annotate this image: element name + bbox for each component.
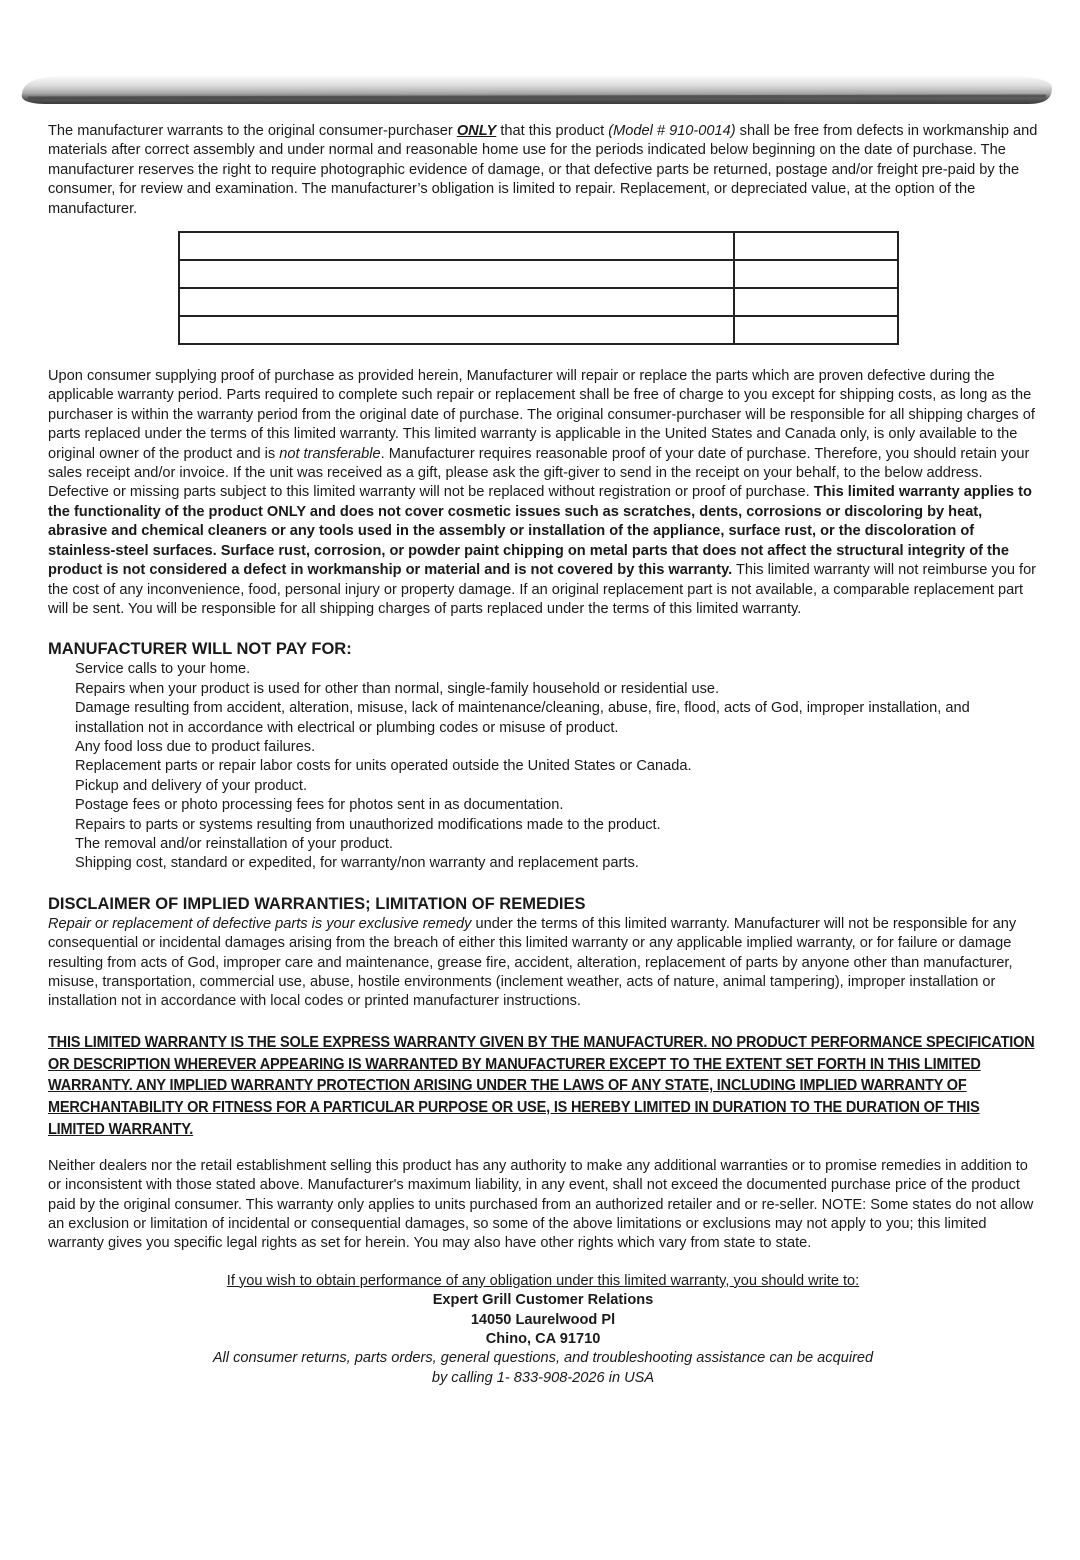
contact-city: Chino, CA 91710 [485, 1331, 601, 1348]
table-cell-period [734, 288, 898, 316]
list-item: Shipping cost, standard or expedited, for warranty/non warranty and replacement parts. [75, 855, 639, 872]
intro-text-3: shall be free from defects in workmanship and materials after correct assembly and under normal and reasonable home use for the periods indicated below beginning on the date of purchase. The manufacturer reserves the right to require photographic evidence of damage, or that defective parts be returned, postage and/or freight pre-paid by the consumer, for review and examination. The manufacturer’s obligation is limited to repair. Replacement, or depreciated value, at the option of the manufacturer. [48, 123, 1038, 217]
list-item: The removal and/or reinstallation of your product. [75, 835, 393, 852]
intro-paragraph [48, 122, 1038, 219]
not-pay-heading: MANUFACTURER WILL NOT PAY FOR: [48, 640, 352, 659]
exclusive-remedy-text: Repair or replacement of defective parts is your exclusive remedy [48, 915, 472, 932]
repair-text-3: This limited warranty will not reimburse you for the cost of any inconvenience, food, personal injury or property damage. If an original replacement part is not available, a comparable replacement part will be sent. You will be responsible for all shipping charges of parts replaced under the terms of this limited warranty. [48, 562, 1037, 617]
list-item: Service calls to your home. [75, 661, 251, 678]
intro-text-1: The manufacturer warrants to the original consumer-purchaser [48, 123, 457, 139]
model-number: (Model # 910-0014) [608, 123, 736, 139]
contact-note: All consumer returns, parts orders, general questions, and troubleshooting assistance can be acquired [212, 1350, 874, 1367]
contact-street: 14050 Laurelwood Pl [470, 1311, 616, 1328]
table-cell-part [179, 260, 734, 288]
only-emphasis: ONLY [456, 123, 497, 139]
disclaimer-heading: DISCLAIMER OF IMPLIED WARRANTIES; LIMITATION OF REMEDIES [48, 894, 586, 913]
table-row [179, 288, 898, 316]
repair-text-1: Upon consumer supplying proof of purchase as provided herein, Manufacturer will repair or replace the parts which are proven defective during the applicable warranty period. Parts required to complete such repair or replacement shall be free of charge to you except for shipping costs, as long as the purchaser is within the warranty period from the original date of purchase. The original consumer-purchaser will be responsible for all shipping charges of parts replaced under the terms of this limited warranty. This limited warranty is applicable in the United States and Canada only, is only available to the original owner of the product and is [48, 368, 1035, 462]
contact-block [48, 1272, 1038, 1388]
table-row [179, 232, 898, 260]
table-row [179, 316, 898, 344]
not-transferable-text: not transferable [279, 445, 381, 462]
list-item: Damage resulting from accident, alteration, misuse, lack of maintenance/cleaning, abuse, fire, flood, acts of God, improper installation, and installation not in accordance with electrical or plumbing codes or misuse of product. [75, 700, 970, 736]
table-cell-period [734, 232, 898, 260]
list-item: Repairs when your product is used for other than normal, single-family household or residential use. [75, 680, 720, 697]
table-row [179, 260, 898, 288]
disclaimer-paragraph [48, 915, 1038, 1012]
sole-warranty-statement: THIS LIMITED WARRANTY IS THE SOLE EXPRESS WARRANTY GIVEN BY THE MANUFACTURER. NO PRODUCT PERFORMANCE SPECIFICATION OR DESCRIPTION WHEREVER APPEARING IS WARRANTED BY MANUFACTURER EXCEPT TO THE EXTENT SET FORTH IN THIS LIMITED WARRANTY. ANY IMPLIED WARRANTY PROTECTION ARISING UNDER THE LAWS OF ANY STATE, INCLUDING IMPLIED WARRANTY OF MERCHANTABILITY OR FITNESS FOR A PARTICULAR PURPOSE OR USE, IS HEREBY LIMITED IN DURATION TO THE DURATION OF THIS LIMITED WARRANTY. [48, 1033, 1035, 1138]
list-item: Repairs to parts or systems resulting from unauthorized modifications made to the product. [75, 816, 661, 833]
list-item: Postage fees or photo processing fees for photos sent in as documentation. [75, 797, 564, 814]
table-cell-period [734, 260, 898, 288]
disclaimer-text: under the terms of this limited warranty. Manufacturer will not be responsible for any consequential or incidental damages arising from the breach of either this limited warranty or any applicable implied warranty, or for failure or damage resulting from acts of God, improper care and maintenance, grease fire, accident, alteration, replacement of parts by anyone other than manufacturer, misuse, transportation, commercial use, abuse, hostile environments (inclement weather, acts of nature, animal tampering), improper installation or installation not in accordance with local codes or printed manufacturer instructions. [48, 915, 1017, 1010]
repair-paragraph [48, 367, 1038, 619]
warranty-content [48, 122, 1038, 1388]
dealers-paragraph: Neither dealers nor the retail establishment selling this product has any authority to make any additional warranties or to promise remedies in addition to or inconsistent with those stated above. Manufacturer's maximum liability, in any event, shall not exceed the documented purchase price of the product paid by the original consumer. This warranty only applies to units purchased from an authorized retailer and or re-seller. NOTE: Some states do not allow an exclusion or limitation of incidental or consequential damages, so some of the above limitations or exclusions may not apply to you; this limited warranty gives you specific legal rights as set for herein. You may also have other rights which vary from state to state. [48, 1157, 1034, 1252]
contact-lead: If you wish to obtain performance of any obligation under this limited warranty, you should write to: [226, 1272, 860, 1289]
table-cell-part [179, 288, 734, 316]
table-cell-part [179, 316, 734, 344]
table-cell-period [734, 316, 898, 344]
intro-text-2: that this product [496, 123, 609, 139]
list-item: Any food loss due to product failures. [75, 738, 316, 755]
warranty-period-table [178, 231, 899, 345]
table-cell-part [179, 232, 734, 260]
list-item: Pickup and delivery of your product. [75, 777, 308, 794]
repair-text-2: . Manufacturer requires reasonable proof of your date of purchase. Therefore, you should retain your sales receipt and/or invoice. If the unit was received as a gift, please ask the gift-giver to send in the receipt on your behalf, to the below address. Defective or missing parts subject to this limited warranty will not be replaced without registration or proof of purchase. [48, 445, 1030, 501]
not-pay-list [48, 660, 1038, 873]
contact-phone: by calling 1- 833-908-2026 in USA [431, 1369, 655, 1386]
list-item: Replacement parts or repair labor costs for units operated outside the United States or Canada. [75, 758, 692, 775]
cosmetic-exclusion-text: This limited warranty applies to the functionality of the product ONLY and does not cover cosmetic issues such as scratches, dents, corrosions or discoloring by heat, abrasive and chemical cleaners or any tools used in the assembly or installation of the appliance, surface rust, or the discoloration of stainless-steel surfaces. Surface rust, corrosion, or powder paint chipping on metal parts that does not affect the structural integrity of the product is not considered a defect in workmanship or material and is not covered by this warranty. [48, 484, 1032, 579]
header-bar [18, 74, 1054, 106]
contact-company: Expert Grill Customer Relations [432, 1292, 654, 1309]
